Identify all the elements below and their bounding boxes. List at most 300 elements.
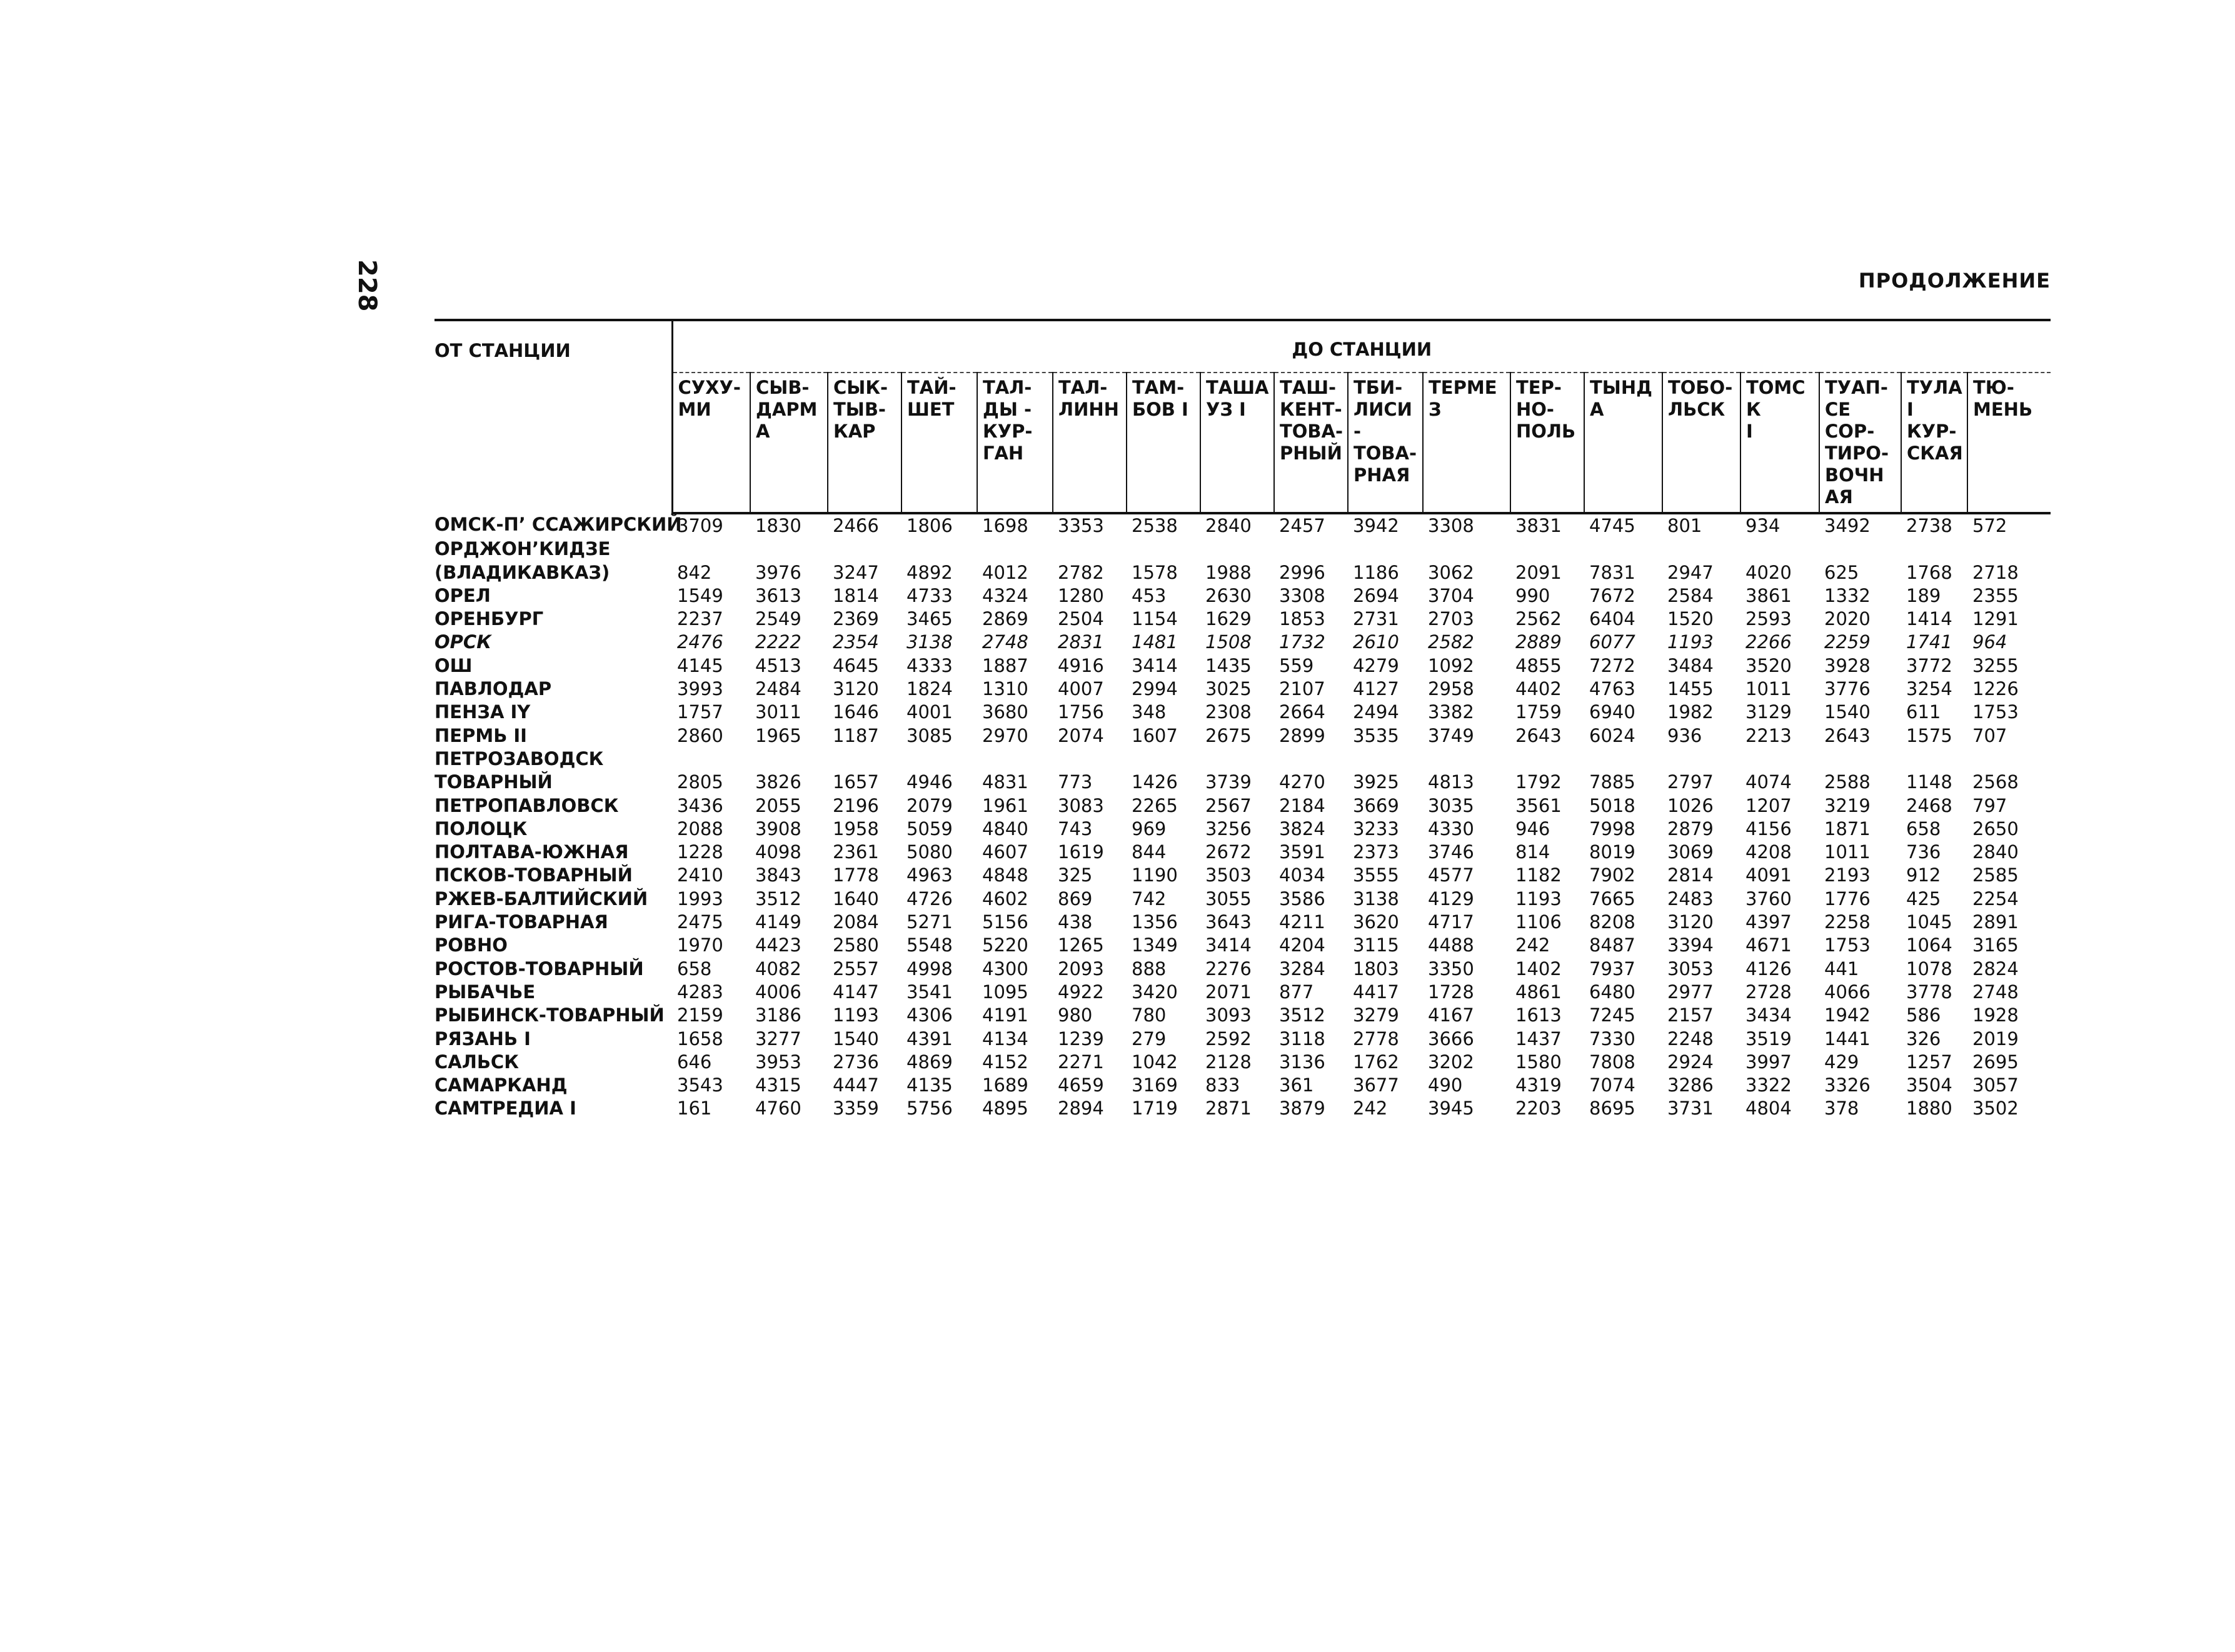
distance-cell: 1575 (1906, 724, 1952, 746)
distance-cell: 7672 (1589, 584, 1635, 606)
distance-cell: 378 (1824, 1098, 1859, 1119)
distance-cell: 1792 (1515, 771, 1562, 793)
distance-cell: 1762 (1353, 1051, 1399, 1073)
to-station-header: ДО СТАНЦИИ (672, 320, 2051, 373)
distance-cell: 361 (1279, 1074, 1314, 1096)
distance-cell: 3704 (1428, 584, 1474, 606)
distance-cell: 7831 (1589, 561, 1635, 583)
distance-cell: 3731 (1667, 1098, 1714, 1119)
page-number: 228 (353, 259, 381, 312)
distance-cell: 2593 (1745, 608, 1792, 630)
distance-cell: 4963 (907, 864, 953, 886)
distance-cell: 4152 (982, 1051, 1028, 1073)
distance-cell: 8487 (1589, 934, 1635, 956)
distance-cell: 4279 (1353, 654, 1399, 676)
distance-cell: 1441 (1824, 1028, 1871, 1049)
column-header: СЫВ- ДАРМА (750, 373, 828, 513)
distance-cell: 1426 (1132, 771, 1178, 793)
distance-cell (1967, 748, 2051, 771)
distance-cell: 1719 (1132, 1098, 1178, 1119)
station-name: ПОЛОЦК (434, 818, 528, 839)
distance-cell: 3504 (1906, 1074, 1952, 1096)
distance-cell: 1619 (1058, 841, 1104, 863)
distance-cell: 3739 (1205, 771, 1252, 793)
distance-cell: 3256 (1205, 818, 1252, 839)
distance-cell: 1332 (1824, 584, 1871, 606)
distance-cell: 4922 (1058, 981, 1104, 1003)
column-header: СЫК- ТЫВ- КАР (828, 373, 902, 513)
distance-cell: 3543 (677, 1074, 723, 1096)
distance-cell: 4840 (982, 818, 1028, 839)
distance-cell: 980 (1058, 1004, 1093, 1026)
distance-cell (1740, 538, 1819, 561)
distance-cell: 4300 (982, 958, 1028, 979)
distance-cell (1423, 748, 1510, 771)
distance-cell: 2476 (677, 631, 723, 653)
distance-cell: 2538 (1132, 515, 1178, 536)
distance-cell: 6024 (1589, 724, 1635, 746)
station-name: ОШ (434, 654, 473, 676)
distance-cell: 3120 (833, 678, 879, 700)
distance-cell: 1607 (1132, 724, 1178, 746)
distance-cell: 934 (1745, 515, 1780, 536)
column-header: ТУЛА I КУР- СКАЯ (1901, 373, 1967, 513)
distance-cell: 2675 (1205, 724, 1252, 746)
distance-cell: 3394 (1667, 934, 1714, 956)
distance-cell: 3186 (755, 1004, 801, 1026)
distance-cell: 3643 (1205, 911, 1252, 933)
distance-cell: 2814 (1667, 864, 1714, 886)
distance-cell: 1349 (1132, 934, 1178, 956)
distance-cell: 161 (677, 1098, 712, 1119)
column-header: ТАМ- БОВ I (1127, 373, 1200, 513)
column-header: ТЕРМЕЗ (1423, 373, 1510, 513)
distance-cell (1200, 538, 1274, 561)
distance-cell: 946 (1515, 818, 1550, 839)
table-row (434, 513, 2051, 538)
distance-cell: 2592 (1205, 1028, 1252, 1049)
distance-cell: 1580 (1515, 1051, 1562, 1073)
distance-cell: 2860 (677, 724, 723, 746)
distance-cell: 1042 (1132, 1051, 1178, 1073)
distance-cell: 7665 (1589, 888, 1635, 909)
distance-cell: 5080 (907, 841, 953, 863)
distance-cell: 7885 (1589, 771, 1635, 793)
distance-cell: 1265 (1058, 934, 1104, 956)
distance-cell: 2222 (755, 631, 801, 653)
distance-cell (1901, 538, 1967, 561)
distance-cell: 1193 (1515, 888, 1562, 909)
distance-cell: 4149 (755, 911, 801, 933)
table-row (434, 608, 2051, 631)
distance-cell: 1226 (1972, 678, 2019, 700)
distance-cell: 326 (1906, 1028, 1941, 1049)
distance-cell: 7272 (1589, 654, 1635, 676)
distance-cell: 7808 (1589, 1051, 1635, 1073)
distance-cell: 1228 (677, 841, 723, 863)
distance-cell: 4998 (907, 958, 953, 979)
distance-cell: 3035 (1428, 794, 1474, 816)
table-row (434, 771, 2051, 794)
distance-cell: 1961 (982, 794, 1028, 816)
table-row (434, 841, 2051, 864)
distance-cell: 2869 (982, 608, 1028, 630)
distance-cell: 2361 (833, 841, 879, 863)
distance-cell: 736 (1906, 841, 1941, 863)
distance-cell: 625 (1824, 561, 1859, 583)
distance-cell: 1657 (833, 771, 879, 793)
distance-cell: 1280 (1058, 584, 1104, 606)
distance-cell: 3535 (1353, 724, 1399, 746)
distance-cell: 1768 (1906, 561, 1952, 583)
distance-cell: 1824 (907, 678, 953, 700)
distance-cell: 3826 (755, 771, 801, 793)
distance-cell: 1646 (833, 701, 879, 723)
distance-cell: 3247 (833, 561, 879, 583)
distance-cell: 877 (1279, 981, 1314, 1003)
column-header: ТЫНДА (1584, 373, 1662, 513)
distance-cell: 348 (1132, 701, 1167, 723)
distance-cell: 8019 (1589, 841, 1635, 863)
station-name: РОСТОВ-ТОВАРНЫЙ (434, 958, 644, 979)
distance-cell: 4007 (1058, 678, 1104, 700)
distance-cell: 8695 (1589, 1098, 1635, 1119)
distance-cell: 1965 (755, 724, 801, 746)
distance-cell: 4869 (907, 1051, 953, 1073)
station-name: ТОВАРНЫЙ (434, 771, 553, 793)
column-header: ТОМСК I (1740, 373, 1819, 513)
distance-cell: 2265 (1132, 794, 1178, 816)
distance-cell: 6940 (1589, 701, 1635, 723)
distance-cell: 4447 (833, 1074, 879, 1096)
distance-cell: 3776 (1824, 678, 1871, 700)
station-name: ПЕНЗА IY (434, 701, 531, 723)
distance-cell: 3484 (1667, 654, 1714, 676)
distance-cell: 2549 (755, 608, 801, 630)
distance-cell: 3057 (1972, 1074, 2019, 1096)
table-row (434, 818, 2051, 841)
distance-cell: 7937 (1589, 958, 1635, 979)
distance-cell: 3308 (1428, 515, 1474, 536)
distance-cell: 3778 (1906, 981, 1952, 1003)
distance-cell: 4074 (1745, 771, 1792, 793)
distance-cell: 1549 (677, 584, 723, 606)
distance-cell: 4417 (1353, 981, 1399, 1003)
distance-cell: 4831 (982, 771, 1028, 793)
distance-cell: 1026 (1667, 794, 1714, 816)
distance-cell: 3138 (1353, 888, 1399, 909)
distance-cell: 4066 (1824, 981, 1871, 1003)
distance-cell: 3286 (1667, 1074, 1714, 1096)
distance-cell: 842 (677, 561, 712, 583)
distance-cell: 2610 (1353, 631, 1399, 653)
distance-cell (1662, 538, 1740, 561)
distance-cell: 7902 (1589, 864, 1635, 886)
distance-cell: 4001 (907, 701, 953, 723)
distance-cell: 5220 (982, 934, 1028, 956)
distance-cell: 2728 (1745, 981, 1792, 1003)
distance-cell: 2894 (1058, 1098, 1104, 1119)
station-name: РИГА-ТОВАРНАЯ (434, 911, 608, 933)
distance-cell: 2695 (1972, 1051, 2019, 1073)
station-name: ОМСК-П’ ССАЖИРСКИЙ (434, 514, 682, 535)
distance-cell: 242 (1353, 1098, 1388, 1119)
distance-cell: 1540 (1824, 701, 1871, 723)
distance-cell: 1988 (1205, 561, 1252, 583)
distance-cell (1819, 748, 1901, 771)
distance-cell: 3118 (1279, 1028, 1325, 1049)
distance-cell: 1753 (1824, 934, 1871, 956)
distance-cell: 2831 (1058, 631, 1104, 653)
distance-cell (1053, 748, 1127, 771)
distance-cell: 3308 (1279, 584, 1325, 606)
table-row (434, 724, 2051, 748)
distance-cell: 969 (1132, 818, 1167, 839)
distance-cell (1584, 748, 1662, 771)
table-row (434, 1028, 2051, 1051)
table-row (434, 864, 2051, 887)
distance-cell: 3908 (755, 818, 801, 839)
column-header: ТАША УЗ I (1200, 373, 1274, 513)
distance-cell: 6404 (1589, 608, 1635, 630)
distance-cell: 3465 (907, 608, 953, 630)
distance-cell: 2159 (677, 1004, 723, 1026)
distance-cell: 2196 (833, 794, 879, 816)
distance-cell: 2738 (1906, 515, 1952, 536)
distance-cell: 2871 (1205, 1098, 1252, 1119)
distance-cell: 4717 (1428, 911, 1474, 933)
distance-cell: 1310 (982, 678, 1028, 700)
distance-cell: 2797 (1667, 771, 1714, 793)
distance-cell: 4034 (1279, 864, 1325, 886)
distance-cell: 1481 (1132, 631, 1178, 653)
distance-cell: 3138 (907, 631, 953, 653)
distance-cell (1740, 748, 1819, 771)
distance-cell: 4671 (1745, 934, 1792, 956)
distance-cell: 1759 (1515, 701, 1562, 723)
distance-cell: 2203 (1515, 1098, 1562, 1119)
distance-cell: 1095 (982, 981, 1028, 1003)
table-row (434, 584, 2051, 608)
distance-cell (1348, 748, 1423, 771)
distance-cell: 2254 (1972, 888, 2019, 909)
distance-cell: 2879 (1667, 818, 1714, 839)
distance-cell: 1658 (677, 1028, 723, 1049)
distance-cell: 3760 (1745, 888, 1792, 909)
distance-cell: 559 (1279, 654, 1314, 676)
distance-cell (1127, 538, 1200, 561)
distance-cell: 707 (1972, 724, 2007, 746)
distance-cell: 2128 (1205, 1051, 1252, 1073)
distance-cell: 2996 (1279, 561, 1325, 583)
distance-cell: 1732 (1279, 631, 1325, 653)
station-name: ОРДЖОН’КИДЗЕ (434, 538, 611, 560)
distance-cell: 1629 (1205, 608, 1252, 630)
distance-cell: 4319 (1515, 1074, 1562, 1096)
station-name: ПОЛТАВА-ЮЖНАЯ (434, 841, 629, 863)
table-row (434, 794, 2051, 818)
distance-cell: 611 (1906, 701, 1941, 723)
distance-cell: 797 (1972, 794, 2007, 816)
distance-cell: 2630 (1205, 584, 1252, 606)
distance-cell: 2466 (833, 515, 879, 536)
distance-cell: 3382 (1428, 701, 1474, 723)
distance-cell: 1064 (1906, 934, 1952, 956)
distance-cell: 4607 (982, 841, 1028, 863)
distance-cell: 646 (677, 1051, 712, 1073)
distance-cell: 2568 (1972, 771, 2019, 793)
distance-cell: 1880 (1906, 1098, 1952, 1119)
distance-cell: 3520 (1745, 654, 1792, 676)
distance-cell: 3277 (755, 1028, 801, 1049)
distance-cell: 2276 (1205, 958, 1252, 979)
distance-cell: 3749 (1428, 724, 1474, 746)
distance-cell: 2184 (1279, 794, 1325, 816)
distance-cell: 3083 (1058, 794, 1104, 816)
distance-cell: 3746 (1428, 841, 1474, 863)
distance-cell (1053, 538, 1127, 561)
distance-cell: 833 (1205, 1074, 1240, 1096)
distance-cell: 743 (1058, 818, 1093, 839)
distance-cell: 2494 (1353, 701, 1399, 723)
distance-cell: 4813 (1428, 771, 1474, 793)
distance-cell: 279 (1132, 1028, 1167, 1049)
distance-cell: 801 (1667, 515, 1702, 536)
distance-cell: 3254 (1906, 678, 1952, 700)
distance-cell: 7245 (1589, 1004, 1635, 1026)
distance-cell: 2778 (1353, 1028, 1399, 1049)
distance-cell: 3434 (1745, 1004, 1792, 1026)
distance-cell (1274, 748, 1348, 771)
distance-cell: 1741 (1906, 631, 1952, 653)
distance-cell: 773 (1058, 771, 1093, 793)
distance-cell: 4156 (1745, 818, 1792, 839)
distance-cell: 1958 (833, 818, 879, 839)
distance-cell: 1239 (1058, 1028, 1104, 1049)
distance-cell (1274, 538, 1348, 561)
distance-cell: 3541 (907, 981, 953, 1003)
distance-cell: 4082 (755, 958, 801, 979)
distance-cell: 4397 (1745, 911, 1792, 933)
distance-cell: 4848 (982, 864, 1028, 886)
distance-cell (750, 538, 828, 561)
distance-cell: 2258 (1824, 911, 1871, 933)
distance-cell: 2650 (1972, 818, 2019, 839)
distance-cell: 3591 (1279, 841, 1325, 863)
distance-cell: 3414 (1132, 654, 1178, 676)
distance-cell: 3202 (1428, 1051, 1474, 1073)
distance-cell: 2193 (1824, 864, 1871, 886)
distance-cell: 4324 (982, 584, 1028, 606)
distance-cell: 2308 (1205, 701, 1252, 723)
column-header: ТАЙ- ШЕТ (902, 373, 977, 513)
distance-cell: 4861 (1515, 981, 1562, 1003)
distance-cell: 2585 (1972, 864, 2019, 886)
distance-cell: 4391 (907, 1028, 953, 1049)
distance-cell: 1993 (677, 888, 723, 909)
distance-cell: 1414 (1906, 608, 1952, 630)
station-name: САМАРКАНД (434, 1074, 568, 1096)
station-name: ПСКОВ-ТОВАРНЫЙ (434, 864, 633, 886)
distance-cell: 2354 (833, 631, 879, 653)
distance-cell: 4306 (907, 1004, 953, 1026)
distance-cell: 2584 (1667, 584, 1714, 606)
distance-cell: 3861 (1745, 584, 1792, 606)
table-row (434, 958, 2051, 981)
table-row (434, 701, 2051, 724)
distance-cell: 1455 (1667, 678, 1714, 700)
distance-cell: 5018 (1589, 794, 1635, 816)
distance-cell: 1982 (1667, 701, 1714, 723)
distance-cell: 3120 (1667, 911, 1714, 933)
distance-cell: 3512 (755, 888, 801, 909)
table-row (434, 538, 2051, 561)
distance-cell: 1753 (1972, 701, 2019, 723)
distance-cell: 490 (1428, 1074, 1463, 1096)
distance-cell: 4270 (1279, 771, 1325, 793)
distance-cell: 572 (1972, 515, 2007, 536)
distance-cell (1423, 538, 1510, 561)
distance-cell: 4208 (1745, 841, 1792, 863)
distance-cell: 742 (1132, 888, 1167, 909)
distance-cell: 2369 (833, 608, 879, 630)
distance-cell: 2748 (982, 631, 1028, 653)
distance-cell: 2484 (755, 678, 801, 700)
station-name: РОВНО (434, 934, 508, 956)
distance-cell: 3680 (982, 701, 1028, 723)
distance-cell: 3069 (1667, 841, 1714, 863)
distance-cell: 3169 (1132, 1074, 1178, 1096)
distance-cell: 4129 (1428, 888, 1474, 909)
distance-cell (977, 538, 1053, 561)
distance-cell: 1803 (1353, 958, 1399, 979)
distance-cell: 3093 (1205, 1004, 1252, 1026)
distance-cell (672, 538, 750, 561)
distance-cell: 3279 (1353, 1004, 1399, 1026)
distance-cell: 5156 (982, 911, 1028, 933)
station-name: РЫБИНСК-ТОВАРНЫЙ (434, 1004, 665, 1026)
distance-cell: 2889 (1515, 631, 1562, 653)
distance-cell: 3115 (1353, 934, 1399, 956)
station-name: ПЕТРОЗАВОДСК (434, 748, 604, 769)
distance-cell: 242 (1515, 934, 1550, 956)
distance-cell (828, 538, 902, 561)
distance-cell: 1728 (1428, 981, 1474, 1003)
distance-cell: 7074 (1589, 1074, 1635, 1096)
distance-cell: 2891 (1972, 911, 2019, 933)
distance-cell: 2994 (1132, 678, 1178, 700)
distance-cell: 2091 (1515, 561, 1562, 583)
station-name: РЯЗАНЬ I (434, 1028, 531, 1049)
distance-cell: 189 (1906, 584, 1941, 606)
distance-table (434, 319, 2051, 1121)
distance-cell: 4333 (907, 654, 953, 676)
distance-cell: 658 (1906, 818, 1941, 839)
distance-cell: 3928 (1824, 654, 1871, 676)
distance-cell: 7998 (1589, 818, 1635, 839)
distance-cell: 4126 (1745, 958, 1792, 979)
table-row (434, 654, 2051, 678)
distance-cell: 1186 (1353, 561, 1399, 583)
distance-cell: 2237 (677, 608, 723, 630)
distance-cell: 3011 (755, 701, 801, 723)
distance-cell: 2736 (833, 1051, 879, 1073)
distance-cell: 1698 (982, 515, 1028, 536)
distance-cell: 2410 (677, 864, 723, 886)
distance-cell: 3322 (1745, 1074, 1792, 1096)
distance-cell: 2588 (1824, 771, 1871, 793)
distance-cell: 2157 (1667, 1004, 1714, 1026)
